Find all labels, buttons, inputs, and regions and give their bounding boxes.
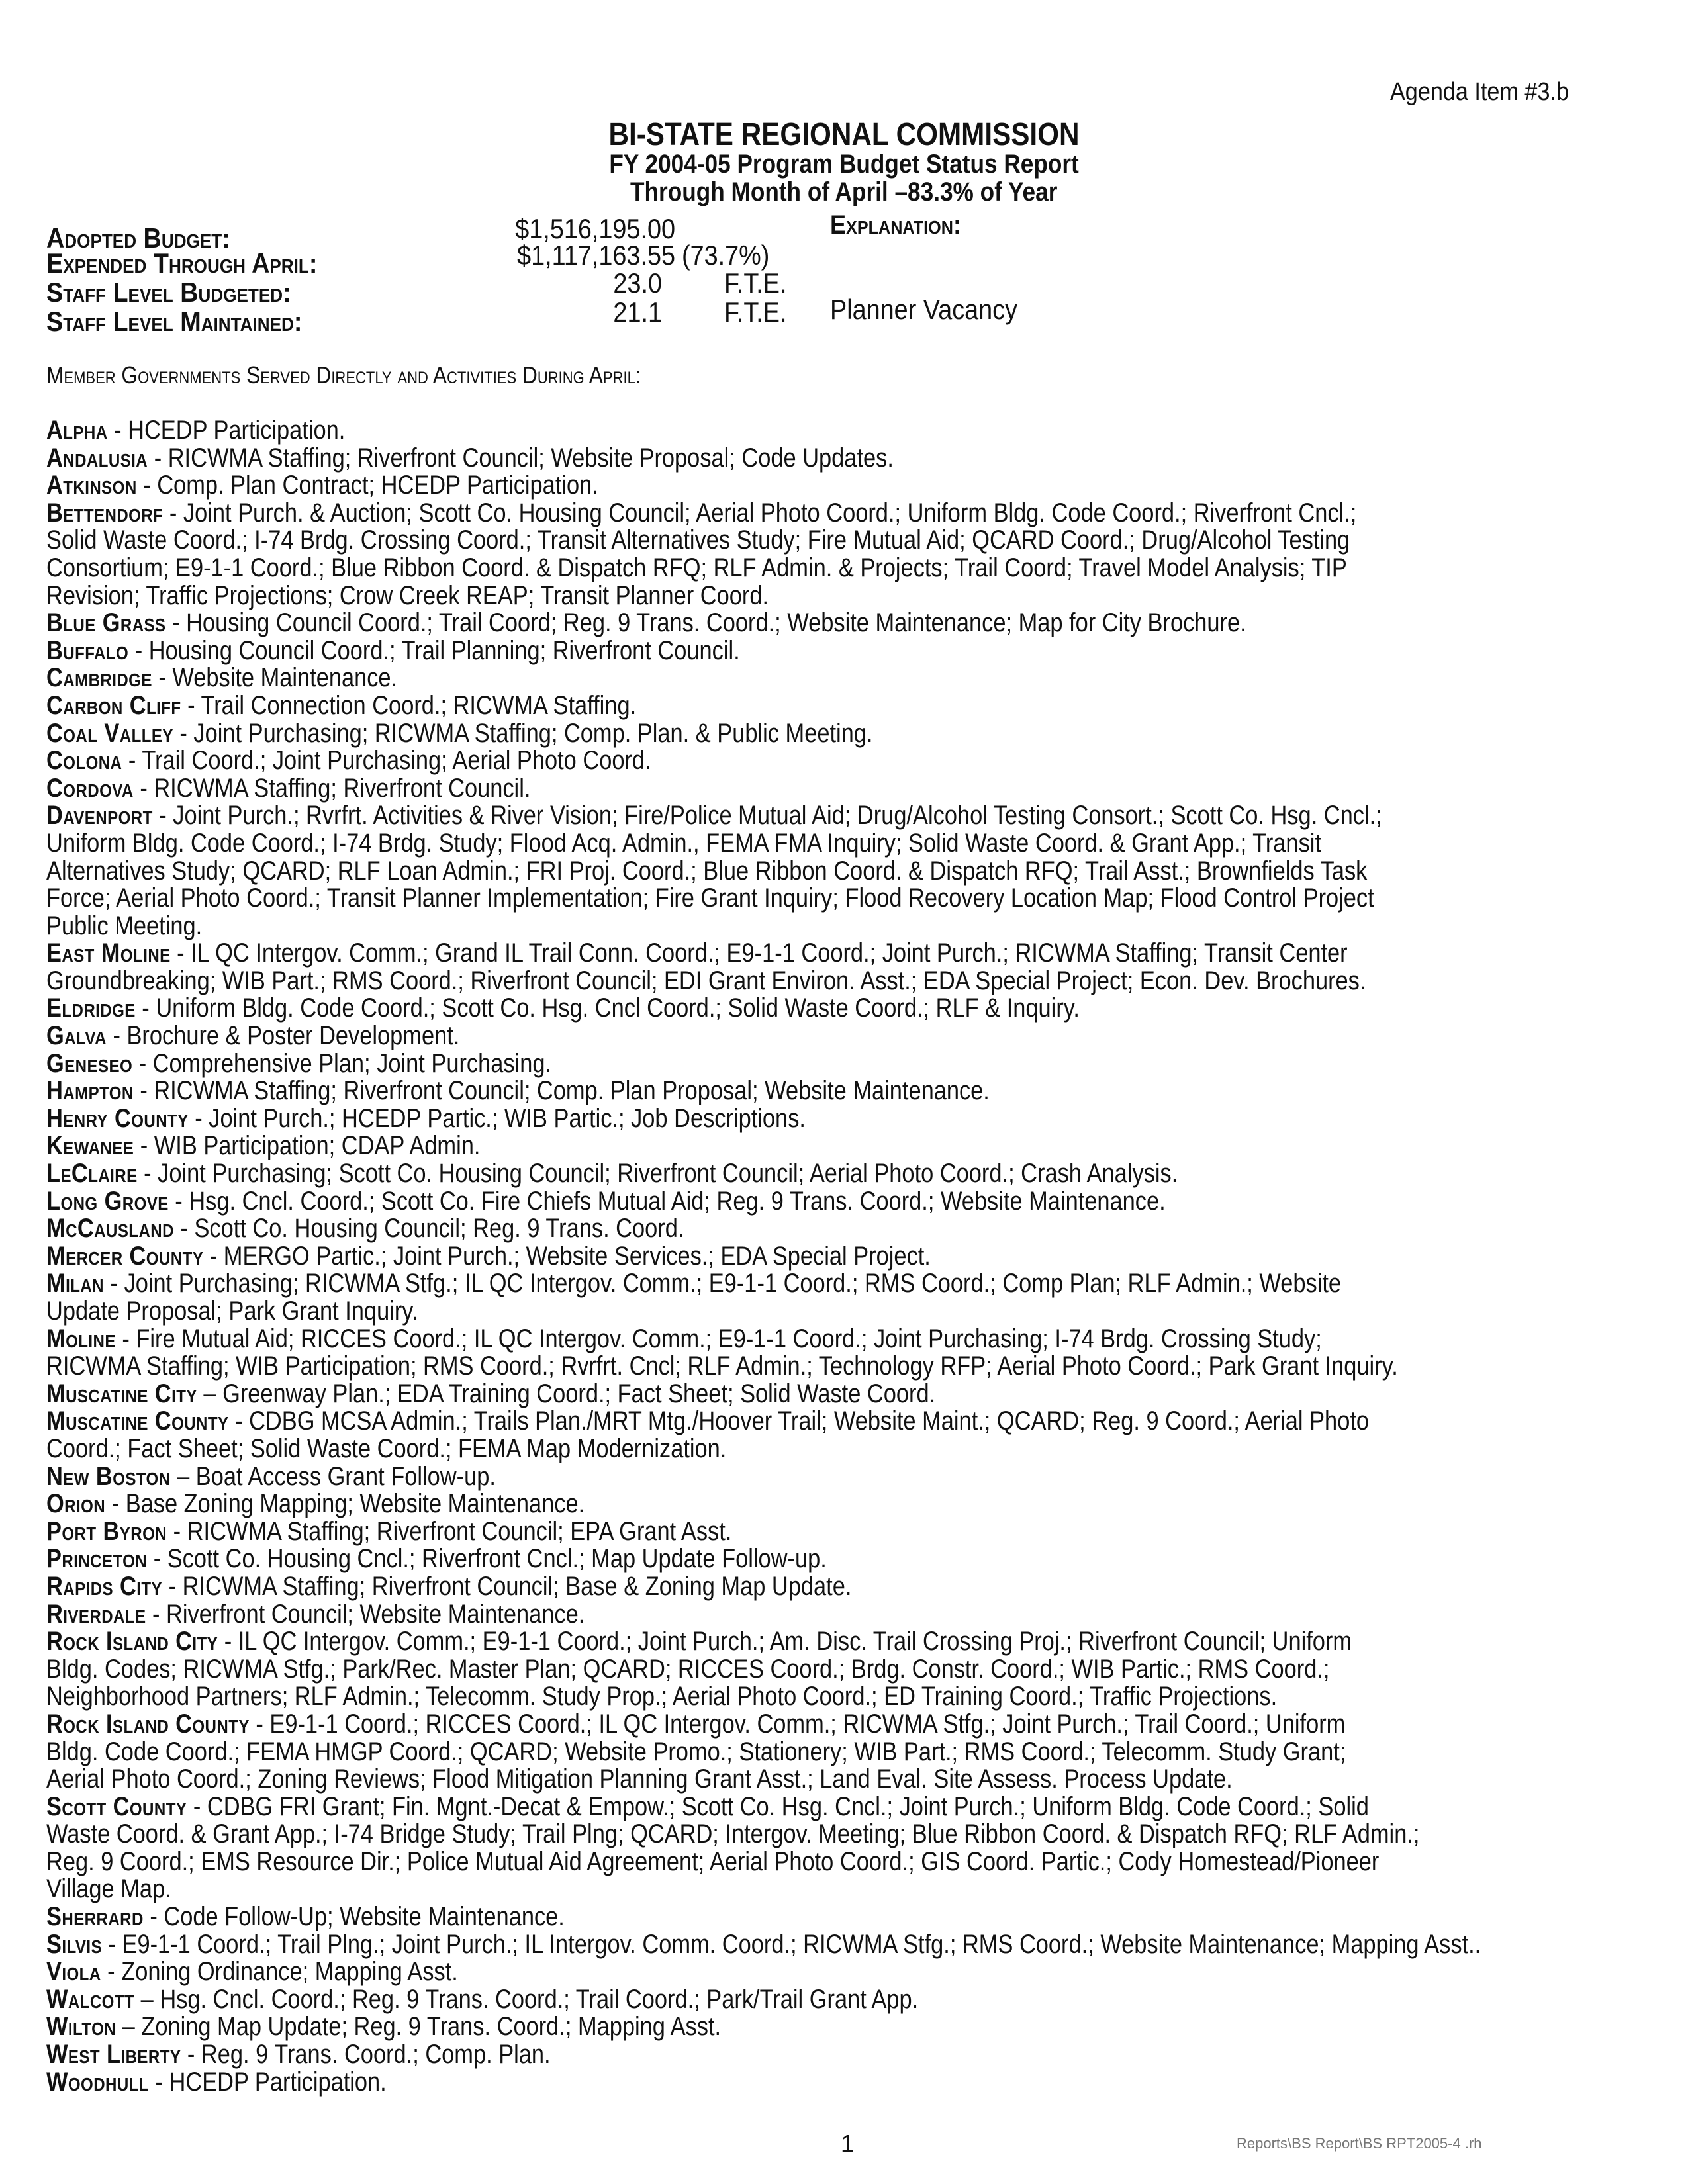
member-activities: - Uniform Bldg. Code Coord.; Scott Co. Hsg. Cncl Coord.; Solid Waste Coord.; RLF & Inquiry. [135,993,1080,1023]
member-entry-line [46,1545,1481,1573]
member-activities: - Joint Purchasing; Scott Co. Housing Council; Riverfront Council; Aerial Photo Coord.; Crash Analysis. [137,1159,1178,1189]
member-entry [46,1986,1481,2014]
member-name: Woodhull [46,2067,149,2097]
member-entry [46,2013,1481,2041]
member-entry [46,1601,1481,1629]
member-name: Long Grove [46,1186,169,1216]
member-entry-line [46,1656,1481,1684]
member-entry [46,1243,1481,1271]
member-activities: - MERGO Partic.; Joint Purch.; Website Services.; EDA Special Project. [203,1241,931,1271]
member-entry-line [46,1958,1481,1986]
member-activities: - RICWMA Staffing; Riverfront Council; Website Proposal; Code Updates. [148,443,894,473]
member-entry [46,1958,1481,1986]
member-entry-line [46,1326,1481,1353]
file-path-footer: Reports\BS Report\BS RPT2005-4 .rh [1237,2135,1482,2152]
member-entry [46,1573,1481,1601]
member-entry-line [46,747,1481,775]
member-entry-line [46,1435,1481,1463]
member-entry [46,500,1481,610]
member-activities: – Greenway Plan.; EDA Training Coord.; Fact Sheet; Solid Waste Coord. [197,1379,936,1408]
member-entry-line [46,500,1481,527]
member-entry-line [46,995,1481,1023]
member-entry [46,637,1481,665]
member-name: Carbon Cliff [46,690,181,720]
member-entry [46,1463,1481,1491]
member-entry-line [46,1628,1481,1656]
member-entry-line [46,417,1481,445]
member-entry-line [46,1683,1481,1711]
member-activities: - Brochure & Poster Development. [106,1021,460,1051]
member-activities: RICWMA Staffing; WIB Participation; RMS Coord.; Rvrfrt. Cncl; RLF Admin.; Technology RFP; Aerial Photo Coord.; Park Grant Inquiry. [46,1351,1398,1381]
member-entry [46,1160,1481,1188]
member-name: West Liberty [46,2040,181,2070]
member-entry [46,417,1481,445]
member-entry [46,1215,1481,1243]
member-entry-line [46,1353,1481,1381]
member-entry [46,802,1481,940]
member-name: Davenport [46,801,153,831]
member-name: Henry County [46,1103,189,1133]
member-name: McCausland [46,1214,174,1244]
member-entry [46,2041,1481,2069]
member-entry-line [46,968,1481,995]
member-entry-line [46,1077,1481,1105]
member-entry-line [46,664,1481,692]
member-name: Eldridge [46,993,136,1023]
member-activities: - Riverfront Council; Website Maintenance. [146,1599,585,1629]
member-name: Buffalo [46,635,129,665]
member-name: Muscatine City [46,1379,197,1408]
member-activity-list [46,417,1481,2096]
member-activities: Update Proposal; Park Grant Inquiry. [46,1297,418,1326]
member-activities: - Website Maintenance. [152,663,398,693]
member-entry [46,747,1481,775]
member-name: Walcott [46,1984,135,2014]
member-activities: - CDBG FRI Grant; Fin. Mgnt.-Decat & Empow.; Scott Co. Hsg. Cncl.; Joint Purch.; Uniform Bldg. Code Coord.; Solid [187,1792,1369,1821]
member-entry-line [46,1766,1481,1794]
org-title [0,116,1688,153]
agenda-item-label: Agenda Item #3.b [1390,78,1569,106]
member-name: Milan [46,1269,104,1298]
member-entry-line [46,1986,1481,2014]
member-entry-line [46,1490,1481,1518]
member-activities: Aerial Photo Coord.; Zoning Reviews; Flood Mitigation Planning Grant Asst.; Land Eval. Site Assess. Process Update. [46,1764,1233,1794]
expended-value: $1,117,163.55 [517,240,675,271]
member-activities: - Fire Mutual Aid; RICCES Coord.; IL QC Intergov. Comm.; E9-1-1 Coord.; Joint Purchasing; I-74 Brdg. Crossing Study; [115,1324,1322,1353]
member-activities: - Hsg. Cncl. Coord.; Scott Co. Fire Chiefs Mutual Aid; Reg. 9 Trans. Coord.; Website Maintenance. [168,1186,1166,1216]
member-name: East Moline [46,938,171,968]
staff-budgeted-value: 23.0 [613,267,662,298]
member-entry-line [46,1821,1481,1848]
adopted-budget-value: $1,516,195.00 [515,213,675,244]
member-entry-line [46,1188,1481,1216]
member-activities: - HCEDP Participation. [148,2067,387,2097]
member-entry-line [46,1903,1481,1931]
member-activities: Bldg. Codes; RICWMA Stfg.; Park/Rec. Master Plan; QCARD; RICCES Coord.; Brdg. Constr. Coord.; WIB Partic.; RMS Coord.; [46,1654,1330,1684]
member-entry-line [46,1463,1481,1491]
member-activities: - Comprehensive Plan; Joint Purchasing. [132,1048,552,1078]
member-name: Atkinson [46,471,137,500]
member-activities: Public Meeting. [46,911,203,940]
member-entry-line [46,610,1481,637]
member-activities: - Reg. 9 Trans. Coord.; Comp. Plan. [181,2040,551,2070]
member-name: Princeton [46,1544,148,1574]
members-heading: Member Governments Served Directly and Activities During April: [46,361,641,388]
staff-budgeted-unit: F.T.E. [724,267,787,298]
member-entry [46,2069,1481,2097]
member-entry [46,1050,1481,1078]
member-name: Geneseo [46,1048,133,1078]
member-entry-line [46,885,1481,913]
member-activities: - Joint Purch.; HCEDP Partic.; WIB Partic.; Job Descriptions. [188,1103,806,1133]
staff-budgeted-label: Staff Level Budgeted: [46,277,291,308]
member-activities: Force; Aerial Photo Coord.; Transit Planner Implementation; Fire Grant Inquiry; Flood Recovery Location Map; Flood Control Project [46,884,1374,913]
member-name: Riverdale [46,1599,146,1629]
member-name: Rock Island County [46,1709,250,1739]
member-entry-line [46,527,1481,555]
member-entry-line [46,1243,1481,1271]
member-activities: Solid Waste Coord.; I-74 Brdg. Crossing Coord.; Transit Alternatives Study; Fire Mutual Aid; QCARD Coord.; Drug/Alcohol Testing [46,525,1350,555]
member-name: Cordova [46,773,134,803]
member-activities: - Housing Council Coord.; Trail Planning; Riverfront Council. [128,635,740,665]
member-name: Coal Valley [46,718,173,748]
member-activities: - E9-1-1 Coord.; RICCES Coord.; IL QC Intergov. Comm.; RICWMA Stfg.; Joint Purch.; Trail Coord.; Uniform [249,1709,1346,1739]
member-activities: - E9-1-1 Coord.; Trail Plng.; Joint Purch.; IL Intergov. Comm. Coord.; RICWMA Stfg.; RMS Coord.; Website Maintenance; Mapping Asst.. [101,1929,1481,1959]
member-name: Alpha [46,416,108,445]
member-entry-line [46,1160,1481,1188]
member-entry [46,610,1481,637]
member-entry-line [46,1848,1481,1876]
member-activities: – Boat Access Grant Follow-up. [170,1461,496,1491]
member-name: Andalusia [46,443,148,473]
member-name: Bettendorf [46,498,164,527]
member-entry-line [46,1931,1481,1959]
member-entry [46,1931,1481,1959]
member-entry [46,1408,1481,1463]
member-entry [46,1105,1481,1133]
member-entry-line [46,1381,1481,1408]
member-entry-line [46,775,1481,803]
member-name: Orion [46,1489,106,1519]
member-entry [46,1326,1481,1381]
member-entry-line [46,2041,1481,2069]
member-name: Silvis [46,1929,102,1959]
member-entry-line [46,913,1481,940]
report-period [0,177,1688,207]
member-entry [46,1794,1481,1903]
member-entry [46,1188,1481,1216]
member-activities: - Trail Connection Coord.; RICWMA Staffing. [181,690,637,720]
member-entry-line [46,1298,1481,1326]
member-name: LeClaire [46,1159,138,1189]
member-entry [46,775,1481,803]
staff-maintained-label: Staff Level Maintained: [46,306,303,337]
member-activities: - Joint Purchasing; RICWMA Staffing; Comp. Plan. & Public Meeting. [173,718,873,748]
member-entry [46,1628,1481,1711]
member-name: Muscatine County [46,1406,229,1436]
member-entry-line [46,2069,1481,2097]
member-activities: - Zoning Ordinance; Mapping Asst. [101,1957,458,1987]
member-entry-line [46,637,1481,665]
member-entry-line [46,1573,1481,1601]
member-entry [46,445,1481,473]
member-entry-line [46,445,1481,473]
member-activities: Reg. 9 Coord.; EMS Resource Dir.; Police Mutual Aid Agreement; Aerial Photo Coord.; GIS Coord. Partic.; Cody Homestead/Pioneer [46,1846,1380,1876]
member-activities: - Comp. Plan Contract; HCEDP Participation. [136,471,598,500]
member-activities: Village Map. [46,1874,171,1904]
member-entry-line [46,1408,1481,1435]
member-activities: - RICWMA Staffing; Riverfront Council. [133,773,531,803]
member-entry-line [46,1215,1481,1243]
member-entry-line [46,1518,1481,1546]
org-title-text: BI-STATE REGIONAL COMMISSION [608,117,1080,152]
member-entry-line [46,940,1481,968]
member-activities: – Zoning Map Update; Reg. 9 Trans. Coord.; Mapping Asst. [116,2012,722,2042]
explanation-label: Explanation: [830,210,961,240]
member-name: Wilton [46,2012,117,2042]
member-entry-line [46,692,1481,720]
member-activities: Uniform Bldg. Code Coord.; I-74 Brdg. Study; Flood Acq. Admin., FEMA FMA Inquiry; Solid Waste Coord. & Grant App.; Transit [46,828,1321,858]
member-entry [46,1903,1481,1931]
member-entry [46,1545,1481,1573]
member-activities: - CDBG MCSA Admin.; Trails Plan./MRT Mtg./Hoover Trail; Website Maint.; QCARD; Reg. 9 Coord.; Aerial Photo [228,1406,1370,1436]
member-entry-line [46,1105,1481,1133]
member-activities: - RICWMA Staffing; Riverfront Council; Comp. Plan Proposal; Website Maintenance. [133,1076,990,1106]
member-name: Port Byron [46,1516,167,1546]
member-entry-line [46,1132,1481,1160]
member-entry [46,1518,1481,1546]
member-name: Cambridge [46,663,152,693]
member-activities: Consortium; E9-1-1 Coord.; Blue Ribbon Coord. & Dispatch RFQ; RLF Admin. & Projects; Trail Coord; Travel Model Analysis; TIP [46,553,1347,582]
member-activities: - Scott Co. Housing Cncl.; Riverfront Cncl.; Map Update Follow-up. [147,1544,827,1574]
member-entry-line [46,830,1481,858]
member-name: Blue Grass [46,608,166,638]
member-activities: Coord.; Fact Sheet; Solid Waste Coord.; FEMA Map Modernization. [46,1433,727,1463]
member-entry-line [46,555,1481,582]
member-entry [46,1132,1481,1160]
member-name: Viola [46,1957,101,1987]
member-activities: - Joint Purch.; Rvrfrt. Activities & River Vision; Fire/Police Mutual Aid; Drug/Alcohol Testing Consort.; Scott Co. Hsg. Cncl.; [152,801,1382,831]
member-name: Kewanee [46,1131,134,1161]
member-entry-line [46,2013,1481,2041]
member-activities: Bldg. Code Coord.; FEMA HMGP Coord.; QCARD; Website Promo.; Stationery; WIB Part.; RMS Coord.; Telecomm. Study Grant; [46,1737,1346,1766]
member-entry [46,692,1481,720]
report-title-text: FY 2004-05 Program Budget Status Report [609,150,1079,179]
explanation-text: Planner Vacancy [830,294,1017,325]
member-entry-line [46,1601,1481,1629]
member-activities: - Trail Coord.; Joint Purchasing; Aerial Photo Coord. [122,746,651,776]
member-entry [46,1490,1481,1518]
member-entry-line [46,1711,1481,1739]
member-activities: - HCEDP Participation. [107,416,346,445]
page-number: 1 [841,2130,855,2157]
member-name: Rock Island City [46,1627,218,1657]
staff-maintained-value: 21.1 [613,296,662,328]
member-activities: – Hsg. Cncl. Coord.; Reg. 9 Trans. Coord.; Trail Coord.; Park/Trail Grant App. [134,1984,919,2014]
member-activities: - Code Follow-Up; Website Maintenance. [143,1902,565,1932]
member-activities: - Joint Purchasing; RICWMA Stfg.; IL QC Intergov. Comm.; E9-1-1 Coord.; RMS Coord.; Comp Plan; RLF Admin.; Website [103,1269,1342,1298]
member-name: Rapids City [46,1571,163,1601]
member-entry-line [46,1794,1481,1821]
member-activities: Waste Coord. & Grant App.; I-74 Bridge Study; Trail Plng; QCARD; Intergov. Meeting; Blue Ribbon Coord. & Dispatch RFQ; RLF Admin.; [46,1819,1420,1849]
member-activities: Alternatives Study; QCARD; RLF Loan Admin.; FRI Proj. Coord.; Blue Ribbon Coord. & Dispatch RFQ; Trail Asst.; Brownfields Task [46,856,1368,886]
member-activities: - Housing Council Coord.; Trail Coord; Reg. 9 Trans. Coord.; Website Maintenance; Map for City Brochure. [165,608,1246,638]
member-activities: - IL QC Intergov. Comm.; Grand IL Trail Conn. Coord.; E9-1-1 Coord.; Joint Purch.; RICWMA Staffing; Transit Center [170,938,1348,968]
expended-label: Expended Through April: [46,248,318,279]
member-entry-line [46,1876,1481,1903]
member-entry-line [46,1023,1481,1050]
member-entry [46,995,1481,1023]
member-activities: Neighborhood Partners; RLF Admin.; Telecomm. Study Prop.; Aerial Photo Coord.; ED Training Coord.; Traffic Projections. [46,1682,1278,1711]
member-name: Colona [46,746,122,776]
member-activities: - IL QC Intergov. Comm.; E9-1-1 Coord.; Joint Purch.; Am. Disc. Trail Crossing Proj.; Riverfront Council; Uniform [218,1627,1352,1657]
member-entry-line [46,858,1481,886]
member-name: New Boston [46,1461,171,1491]
member-activities: - WIB Participation; CDAP Admin. [134,1131,481,1161]
member-name: Galva [46,1021,107,1051]
member-name: Hampton [46,1076,134,1106]
staff-maintained-unit: F.T.E. [724,296,787,328]
expended-percent: (73.7%) [682,240,770,271]
member-activities: Groundbreaking; WIB Part.; RMS Coord.; Riverfront Council; EDI Grant Environ. Asst.; EDA Special Project; Econ. Dev. Brochures. [46,966,1366,995]
member-activities: - RICWMA Staffing; Riverfront Council; Base & Zoning Map Update. [162,1571,852,1601]
member-entry [46,664,1481,692]
member-entry-line [46,1739,1481,1766]
member-entry [46,1270,1481,1325]
member-name: Moline [46,1324,116,1353]
member-entry [46,472,1481,500]
member-entry [46,720,1481,748]
member-entry-line [46,1050,1481,1078]
member-entry [46,1077,1481,1105]
member-activities: - Scott Co. Housing Council; Reg. 9 Trans. Coord. [173,1214,684,1244]
member-activities: Revision; Traffic Projections; Crow Creek REAP; Transit Planner Coord. [46,580,769,610]
member-entry [46,1023,1481,1050]
report-title [0,150,1688,179]
member-activities: - Base Zoning Mapping; Website Maintenance. [105,1489,585,1519]
member-name: Sherrard [46,1902,144,1932]
member-activities: - Joint Purch. & Auction; Scott Co. Housing Council; Aerial Photo Coord.; Uniform Bldg. Code Coord.; Riverfront Cncl.; [163,498,1357,527]
member-name: Mercer County [46,1241,204,1271]
member-entry-line [46,802,1481,830]
report-period-text: Through Month of April –83.3% of Year [630,177,1058,206]
member-entry [46,940,1481,995]
member-entry [46,1711,1481,1794]
member-entry [46,1381,1481,1408]
adopted-budget-label: Adopted Budget: [46,222,230,253]
member-entry-line [46,582,1481,610]
member-activities: - RICWMA Staffing; Riverfront Council; EPA Grant Asst. [167,1516,732,1546]
member-name: Scott County [46,1792,187,1821]
member-entry-line [46,720,1481,748]
member-entry-line [46,472,1481,500]
member-entry-line [46,1270,1481,1298]
